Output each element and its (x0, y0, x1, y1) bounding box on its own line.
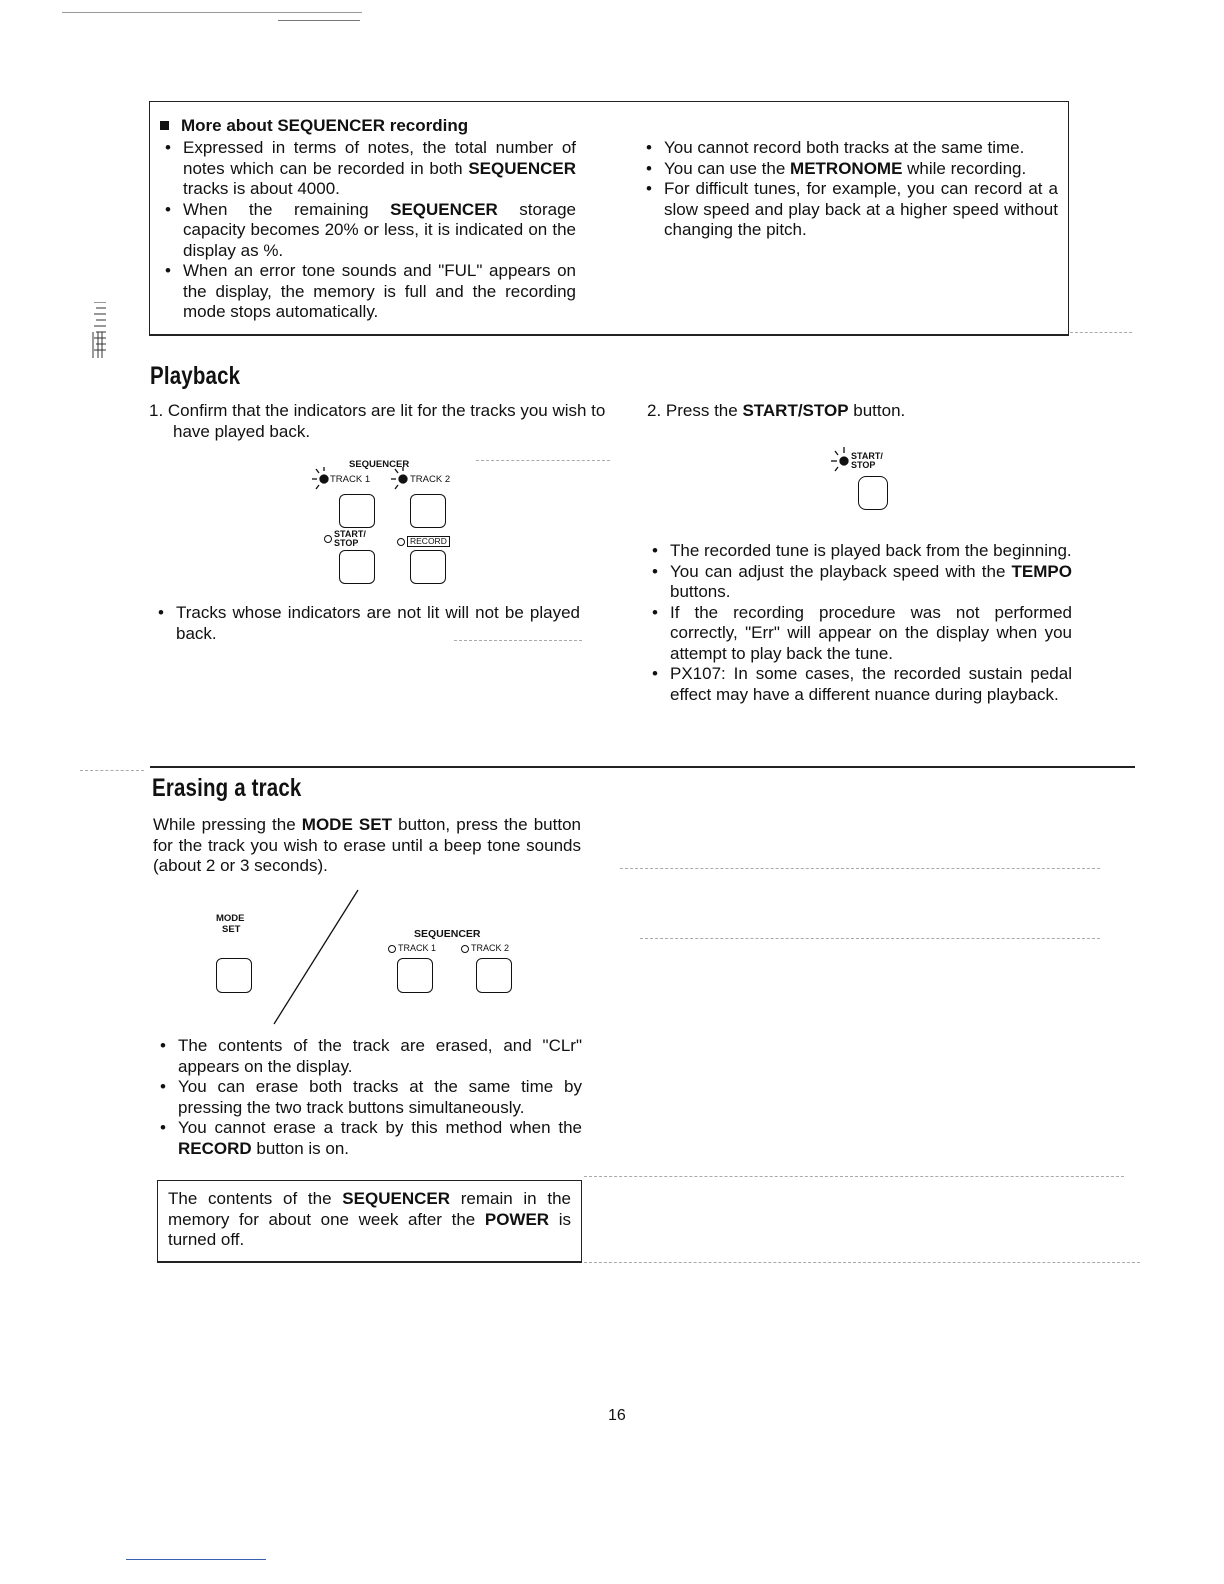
erasing-heading: Erasing a track (152, 774, 302, 802)
list-item (159, 200, 576, 262)
start-stop-label (324, 528, 366, 549)
start-text: START/ (851, 451, 883, 461)
list-item-text: For difficult tunes, for example, you can record at a slow speed and play back at a higher speed without changing the pitch. (664, 179, 1058, 239)
scan-line (278, 20, 360, 21)
list-item (646, 562, 1072, 603)
track-1-button[interactable] (397, 958, 433, 993)
page-number: 16 (608, 1407, 626, 1424)
scan-line (476, 460, 610, 461)
list-item-text: When the remaining (183, 199, 391, 219)
led-icon (461, 945, 469, 953)
list-item-text: Expressed in terms of notes, the total number of notes which can be recorded in both (183, 138, 576, 178)
note-text: The contents of the (168, 1189, 343, 1208)
start-stop-label-2 (851, 452, 883, 470)
start-stop-button[interactable] (339, 550, 375, 584)
record-text: RECORD (407, 536, 450, 547)
list-item (640, 159, 1058, 180)
scan-line (80, 770, 144, 771)
erasing-intro (153, 815, 581, 877)
record-label (397, 531, 450, 552)
erase-diagram (200, 888, 540, 1028)
scan-line (584, 1176, 1124, 1177)
track-1-text: TRACK 1 (398, 943, 437, 953)
list-item-bold: SEQUENCER (390, 199, 498, 219)
list-item (154, 1118, 582, 1159)
list-item-bold: RECORD (178, 1138, 252, 1158)
margin-marks (92, 302, 108, 360)
mode-label: MODE (216, 913, 245, 924)
note-box-heading (160, 116, 468, 137)
slash-icon (270, 888, 380, 1028)
track-1-label (388, 943, 436, 953)
led-icon (324, 535, 332, 543)
playback-left-list (152, 603, 580, 644)
list-item-text: You cannot record both tracks at the same time. (664, 138, 1025, 157)
note-text-mid: remain in the memory for about one week after the (168, 1189, 572, 1229)
record-button[interactable] (410, 550, 446, 584)
list-item-text: You can erase both tracks at the same time by pressing the two track buttons simultaneously. (178, 1077, 582, 1117)
list-item-text-end: storage capacity becomes 20% or less, it is indicated on the display as %. (183, 199, 576, 260)
note-box-right-list (640, 138, 1058, 241)
list-item (152, 603, 580, 644)
list-item (640, 179, 1058, 241)
start-stop-button[interactable] (858, 476, 888, 510)
track-2-text: TRACK 2 (471, 943, 510, 953)
note-text-end: is turned off. (168, 1209, 571, 1249)
intro-text-end: button, press the button for the track you wish to erase until a beep tone sounds (about 2 or 3 seconds). (153, 815, 581, 875)
sequencer-label: SEQUENCER (414, 928, 481, 940)
start-text: START/ (334, 528, 366, 539)
step-2-bold: START/STOP (742, 401, 849, 420)
list-item-bold: SEQUENCER (468, 158, 576, 178)
stop-text: STOP (334, 537, 359, 548)
list-item-text-end: while recording. (902, 158, 1027, 178)
list-item-text: If the recording procedure was not performed correctly, "Err" will appear on the display when you attempt to play back the tune. (670, 602, 1072, 663)
list-item-text-end: buttons. (670, 582, 731, 601)
list-item-text-end: tracks is about 4000. (183, 179, 340, 198)
section-divider (150, 766, 1135, 768)
step-2-text-end: button. (848, 401, 906, 420)
note-box-left-list (159, 138, 576, 323)
list-item-bold: TEMPO (1011, 561, 1072, 581)
scan-line (1070, 332, 1132, 333)
scan-line (640, 938, 1100, 939)
list-item-text: The contents of the track are erased, and "CLr" appears on the display. (178, 1036, 582, 1076)
list-item (646, 541, 1072, 562)
scan-line (126, 1559, 266, 1560)
list-item (640, 138, 1058, 159)
list-item (646, 603, 1072, 665)
playback-step-2 (647, 401, 905, 422)
memory-note-box (157, 1180, 582, 1263)
sequencer-label: SEQUENCER (349, 459, 410, 470)
list-item-bold: METRONOME (790, 158, 903, 178)
track-2-button[interactable] (476, 958, 512, 993)
square-bullet-icon (160, 121, 169, 130)
playback-right-list (646, 541, 1072, 705)
note-bold-2: POWER (484, 1209, 550, 1229)
list-item-text-end: button is on. (251, 1138, 350, 1158)
track-2-label (461, 943, 509, 953)
playback-heading: Playback (150, 362, 241, 390)
led-icon (388, 945, 396, 953)
list-item-text: The recorded tune is played back from the beginning. (670, 541, 1072, 560)
start-stop-diagram (825, 440, 905, 512)
note-bold-1: SEQUENCER (342, 1189, 450, 1208)
list-item-text: You can use the (664, 158, 791, 178)
scan-line (584, 1262, 1140, 1263)
playback-step-1: 1. Confirm that the indicators are lit for the tracks you wish to have played back. (149, 401, 606, 441)
note-box-title: More about SEQUENCER recording (181, 116, 469, 135)
list-item (159, 138, 576, 200)
list-item (154, 1077, 582, 1118)
scan-line (454, 640, 582, 641)
step-2-text: 2. Press the (647, 401, 743, 420)
list-item-text: You cannot erase a track by this method when the (178, 1118, 582, 1137)
track-1-label: TRACK 1 (330, 474, 371, 485)
stop-text: STOP (851, 460, 876, 470)
set-label: SET (222, 924, 241, 935)
track-2-label: TRACK 2 (410, 474, 451, 485)
list-item (159, 261, 576, 323)
intro-bold: MODE SET (301, 815, 392, 834)
note-box (149, 101, 1069, 336)
list-item (154, 1036, 582, 1077)
intro-text: While pressing the (153, 815, 302, 834)
mode-set-button[interactable] (216, 958, 252, 993)
scan-line (62, 12, 362, 13)
list-item-text: You can adjust the playback speed with the (670, 561, 1012, 581)
led-icon (397, 538, 405, 546)
list-item-text: When an error tone sounds and "FUL" appears on the display, the memory is full and the recording mode stops automatically. (183, 261, 576, 321)
track-2-button[interactable] (410, 494, 446, 528)
list-item-text: PX107: In some cases, the recorded sustain pedal effect may have a different nuance during playback. (670, 664, 1072, 704)
sequencer-panel-diagram (280, 452, 600, 592)
list-item-text: Tracks whose indicators are not lit will not be played back. (176, 603, 580, 643)
track-1-button[interactable] (339, 494, 375, 528)
list-item (646, 664, 1072, 705)
erasing-list (154, 1036, 582, 1159)
scan-line (620, 868, 1100, 869)
